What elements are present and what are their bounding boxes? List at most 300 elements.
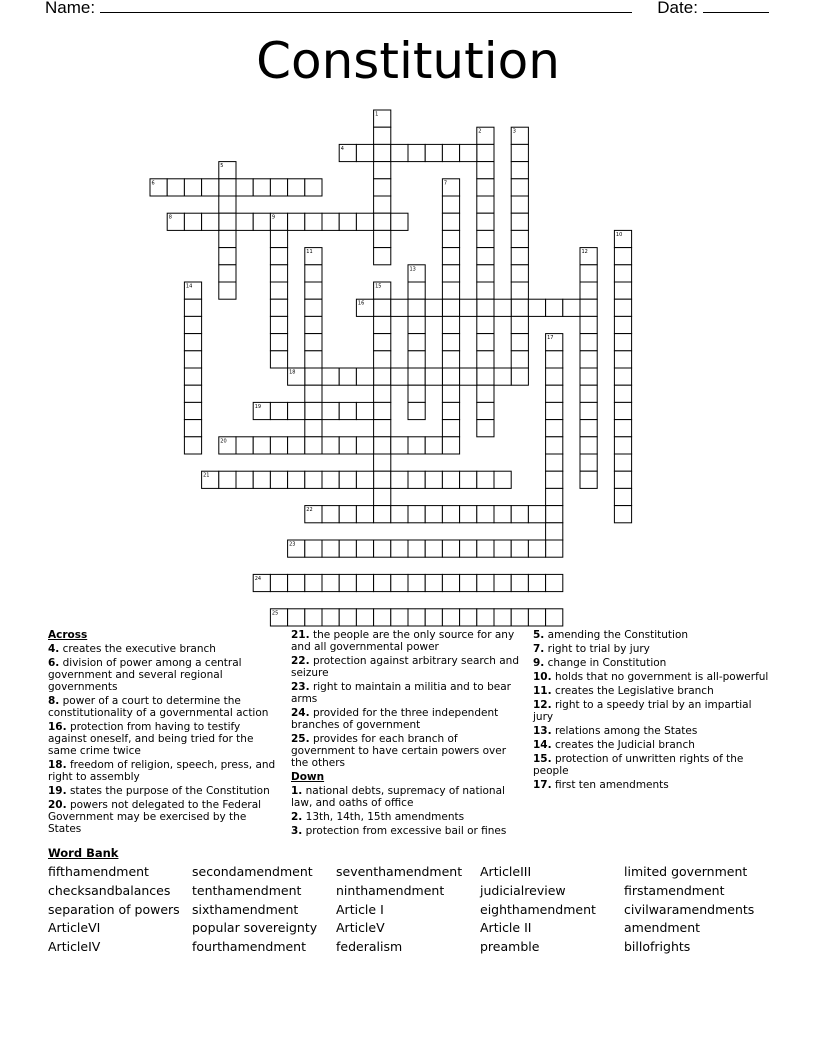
- grid-cell[interactable]: [477, 265, 494, 282]
- grid-cell[interactable]: [374, 196, 391, 213]
- grid-cell[interactable]: [528, 609, 545, 626]
- grid-cell[interactable]: [425, 144, 442, 161]
- grid-cell[interactable]: [270, 437, 287, 454]
- grid-cell[interactable]: [580, 420, 597, 437]
- grid-cell[interactable]: [477, 471, 494, 488]
- grid-cell[interactable]: [408, 144, 425, 161]
- grid-cell[interactable]: [580, 437, 597, 454]
- grid-cell[interactable]: [374, 420, 391, 437]
- grid-cell[interactable]: [374, 609, 391, 626]
- grid-cell[interactable]: [322, 540, 339, 557]
- grid-cell[interactable]: [546, 351, 563, 368]
- grid-cell[interactable]: [305, 574, 322, 591]
- grid-cell[interactable]: [305, 334, 322, 351]
- grid-cell[interactable]: [270, 248, 287, 265]
- grid-cell[interactable]: [391, 213, 408, 230]
- clue-item: 9. change in Constitution: [533, 657, 667, 669]
- grid-cell[interactable]: [580, 368, 597, 385]
- grid-cell[interactable]: [442, 609, 459, 626]
- grid-cell[interactable]: [356, 437, 373, 454]
- grid-cell[interactable]: [305, 437, 322, 454]
- grid-cell[interactable]: [511, 282, 528, 299]
- grid-cell[interactable]: [442, 402, 459, 419]
- grid-cell[interactable]: [477, 144, 494, 161]
- grid-cell[interactable]: [546, 609, 563, 626]
- grid-cell[interactable]: [546, 402, 563, 419]
- grid-cell[interactable]: [477, 420, 494, 437]
- grid-cell[interactable]: [528, 574, 545, 591]
- grid-cell[interactable]: [339, 574, 356, 591]
- grid-cell[interactable]: [511, 540, 528, 557]
- grid-cell[interactable]: [442, 437, 459, 454]
- grid-cell[interactable]: [546, 368, 563, 385]
- grid-cell[interactable]: [374, 454, 391, 471]
- word-bank-item: judicialreview: [480, 882, 566, 898]
- grid-cell[interactable]: [511, 179, 528, 196]
- grid-cell[interactable]: [494, 540, 511, 557]
- grid-cell[interactable]: [374, 248, 391, 265]
- grid-cell[interactable]: [374, 299, 391, 316]
- grid-cell[interactable]: [614, 488, 631, 505]
- grid-cell[interactable]: [477, 402, 494, 419]
- grid-cell[interactable]: [511, 299, 528, 316]
- grid-cell[interactable]: [511, 248, 528, 265]
- grid-cell[interactable]: [305, 213, 322, 230]
- grid-cell[interactable]: [442, 385, 459, 402]
- grid-cell[interactable]: [511, 316, 528, 333]
- grid-cell[interactable]: [356, 609, 373, 626]
- grid-cell[interactable]: [546, 454, 563, 471]
- grid-cell[interactable]: [614, 368, 631, 385]
- grid-cell[interactable]: [374, 488, 391, 505]
- grid-cell[interactable]: [425, 471, 442, 488]
- grid-cell[interactable]: [356, 402, 373, 419]
- grid-cell[interactable]: [374, 162, 391, 179]
- grid-cell[interactable]: [305, 368, 322, 385]
- grid-cell[interactable]: [477, 196, 494, 213]
- grid-cell[interactable]: [511, 609, 528, 626]
- grid-cell[interactable]: [614, 282, 631, 299]
- grid-cell[interactable]: [425, 299, 442, 316]
- grid-cell[interactable]: [442, 282, 459, 299]
- grid-cell[interactable]: [219, 196, 236, 213]
- grid-cell[interactable]: [494, 471, 511, 488]
- grid-cell[interactable]: [442, 248, 459, 265]
- grid-cell[interactable]: [270, 265, 287, 282]
- grid-cell[interactable]: [305, 282, 322, 299]
- grid-cell[interactable]: [614, 299, 631, 316]
- grid-cell[interactable]: [322, 368, 339, 385]
- grid-cell[interactable]: [305, 265, 322, 282]
- grid-cell[interactable]: [494, 368, 511, 385]
- grid-cell[interactable]: [425, 368, 442, 385]
- grid-cell[interactable]: [184, 334, 201, 351]
- grid-cell[interactable]: [288, 574, 305, 591]
- grid-cell[interactable]: [460, 574, 477, 591]
- grid-cell[interactable]: [356, 471, 373, 488]
- grid-cell[interactable]: [356, 368, 373, 385]
- grid-clue-number: 25: [271, 610, 279, 617]
- grid-cell[interactable]: [374, 368, 391, 385]
- grid-cell[interactable]: [270, 316, 287, 333]
- grid-cell[interactable]: [460, 540, 477, 557]
- grid-cell[interactable]: [408, 282, 425, 299]
- grid-cell[interactable]: [511, 574, 528, 591]
- grid-cell[interactable]: [580, 334, 597, 351]
- grid-cell[interactable]: [374, 402, 391, 419]
- grid-cell[interactable]: [442, 265, 459, 282]
- grid-cell[interactable]: [460, 299, 477, 316]
- grid-cell[interactable]: [442, 334, 459, 351]
- grid-cell[interactable]: [339, 609, 356, 626]
- grid-cell[interactable]: [460, 609, 477, 626]
- grid-cell[interactable]: [511, 213, 528, 230]
- grid-cell[interactable]: [270, 402, 287, 419]
- grid-cell[interactable]: [356, 574, 373, 591]
- grid-cell[interactable]: [442, 213, 459, 230]
- grid-cell[interactable]: [253, 437, 270, 454]
- grid-cell[interactable]: [528, 299, 545, 316]
- grid-cell[interactable]: [511, 334, 528, 351]
- grid-cell[interactable]: [305, 402, 322, 419]
- grid-cell[interactable]: [511, 351, 528, 368]
- grid-cell[interactable]: [305, 540, 322, 557]
- grid-cell[interactable]: [511, 265, 528, 282]
- grid-cell[interactable]: [202, 213, 219, 230]
- grid-cell[interactable]: [270, 471, 287, 488]
- grid-cell[interactable]: [305, 609, 322, 626]
- grid-cell[interactable]: [339, 402, 356, 419]
- grid-clue-number: 13: [409, 266, 416, 273]
- grid-cell[interactable]: [546, 574, 563, 591]
- grid-cell[interactable]: [614, 316, 631, 333]
- grid-cell[interactable]: [546, 471, 563, 488]
- grid-cell[interactable]: [305, 299, 322, 316]
- grid-cell[interactable]: [184, 368, 201, 385]
- grid-cell[interactable]: [305, 179, 322, 196]
- grid-cell[interactable]: [614, 248, 631, 265]
- grid-cell[interactable]: [374, 540, 391, 557]
- grid-cell[interactable]: [270, 179, 287, 196]
- name-label: Name:: [45, 0, 96, 17]
- grid-cell[interactable]: [442, 368, 459, 385]
- grid-cell[interactable]: [580, 454, 597, 471]
- grid-cell[interactable]: [391, 144, 408, 161]
- grid-cell[interactable]: [184, 420, 201, 437]
- grid-clue-number: 4: [340, 145, 344, 152]
- grid-cell[interactable]: [477, 248, 494, 265]
- grid-cell[interactable]: [477, 351, 494, 368]
- grid-cell[interactable]: [546, 488, 563, 505]
- grid-cell[interactable]: [546, 523, 563, 540]
- word-bank-item: Article I: [336, 901, 384, 917]
- grid-cell[interactable]: [322, 471, 339, 488]
- grid-cell[interactable]: [546, 299, 563, 316]
- grid-cell[interactable]: [477, 574, 494, 591]
- grid-cell[interactable]: [460, 506, 477, 523]
- grid-cell[interactable]: [511, 196, 528, 213]
- grid-cell[interactable]: [339, 368, 356, 385]
- grid-cell[interactable]: [253, 179, 270, 196]
- grid-cell[interactable]: [322, 402, 339, 419]
- grid-cell[interactable]: [408, 299, 425, 316]
- grid-cell[interactable]: [477, 282, 494, 299]
- grid-cell[interactable]: [614, 385, 631, 402]
- grid-cell[interactable]: [184, 179, 201, 196]
- grid-cell[interactable]: [425, 506, 442, 523]
- grid-cell[interactable]: [460, 471, 477, 488]
- grid-cell[interactable]: [184, 385, 201, 402]
- grid-cell[interactable]: [408, 316, 425, 333]
- grid-cell[interactable]: [442, 351, 459, 368]
- grid-clue-number: 5: [220, 163, 224, 170]
- grid-cell[interactable]: [356, 213, 373, 230]
- grid-cell[interactable]: [322, 213, 339, 230]
- grid-cell[interactable]: [339, 540, 356, 557]
- grid-cell[interactable]: [477, 162, 494, 179]
- grid-cell[interactable]: [305, 316, 322, 333]
- grid-cell[interactable]: [614, 420, 631, 437]
- grid-cell[interactable]: [408, 402, 425, 419]
- grid-cell[interactable]: [391, 506, 408, 523]
- grid-cell[interactable]: [374, 127, 391, 144]
- grid-cell[interactable]: [580, 316, 597, 333]
- grid-cell[interactable]: [442, 574, 459, 591]
- grid-cell[interactable]: [339, 213, 356, 230]
- grid-cell[interactable]: [477, 179, 494, 196]
- grid-cell[interactable]: [374, 471, 391, 488]
- grid-cell[interactable]: [236, 213, 253, 230]
- grid-cell[interactable]: [253, 213, 270, 230]
- grid-cell[interactable]: [408, 471, 425, 488]
- grid-cell[interactable]: [614, 454, 631, 471]
- grid-cell[interactable]: [408, 385, 425, 402]
- grid-cell[interactable]: [219, 282, 236, 299]
- grid-cell[interactable]: [219, 213, 236, 230]
- grid-cell[interactable]: [356, 540, 373, 557]
- grid-cell[interactable]: [477, 230, 494, 247]
- grid-cell[interactable]: [580, 265, 597, 282]
- grid-cell[interactable]: [305, 471, 322, 488]
- grid-cell[interactable]: [528, 540, 545, 557]
- grid-cell[interactable]: [477, 540, 494, 557]
- word-bank-item: eighthamendment: [480, 901, 596, 917]
- grid-cell[interactable]: [322, 506, 339, 523]
- grid-cell[interactable]: [580, 385, 597, 402]
- grid-cell[interactable]: [391, 609, 408, 626]
- grid-cell[interactable]: [236, 179, 253, 196]
- grid-cell[interactable]: [374, 351, 391, 368]
- grid-cell[interactable]: [184, 402, 201, 419]
- grid-cell[interactable]: [425, 609, 442, 626]
- grid-cell[interactable]: [167, 179, 184, 196]
- grid-cell[interactable]: [356, 144, 373, 161]
- grid-cell[interactable]: [288, 471, 305, 488]
- grid-cell[interactable]: [442, 506, 459, 523]
- grid-cell[interactable]: [184, 316, 201, 333]
- grid-cell[interactable]: [442, 420, 459, 437]
- grid-cell[interactable]: [219, 471, 236, 488]
- grid-cell[interactable]: [305, 351, 322, 368]
- grid-cell[interactable]: [614, 506, 631, 523]
- grid-cell[interactable]: [391, 471, 408, 488]
- grid-cell[interactable]: [477, 334, 494, 351]
- grid-cell[interactable]: [442, 144, 459, 161]
- grid-cell[interactable]: [322, 437, 339, 454]
- grid-cell[interactable]: [374, 179, 391, 196]
- grid-cell[interactable]: [270, 230, 287, 247]
- grid-cell[interactable]: [460, 144, 477, 161]
- grid-cell[interactable]: [614, 471, 631, 488]
- grid-cell[interactable]: [408, 351, 425, 368]
- grid-cell[interactable]: [546, 437, 563, 454]
- grid-cell[interactable]: [614, 265, 631, 282]
- grid-cell[interactable]: [374, 334, 391, 351]
- grid-cell[interactable]: [460, 368, 477, 385]
- clue-item: 5. amending the Constitution: [533, 629, 689, 641]
- grid-cell[interactable]: [270, 299, 287, 316]
- grid-cell[interactable]: [339, 437, 356, 454]
- grid-cell[interactable]: [442, 230, 459, 247]
- grid-cell[interactable]: [511, 368, 528, 385]
- grid-cell[interactable]: [580, 351, 597, 368]
- grid-cell[interactable]: [442, 471, 459, 488]
- grid-cell[interactable]: [219, 248, 236, 265]
- grid-cell[interactable]: [374, 213, 391, 230]
- grid-cell[interactable]: [184, 437, 201, 454]
- grid-cell[interactable]: [614, 437, 631, 454]
- grid-cell[interactable]: [391, 299, 408, 316]
- grid-cell[interactable]: [391, 540, 408, 557]
- grid-cell[interactable]: [236, 437, 253, 454]
- grid-cell[interactable]: [219, 265, 236, 282]
- grid-cell[interactable]: [288, 437, 305, 454]
- grid-cell[interactable]: [494, 506, 511, 523]
- grid-cell[interactable]: [511, 144, 528, 161]
- page-title: Constitution: [256, 32, 560, 90]
- grid-cell[interactable]: [580, 471, 597, 488]
- grid-cell[interactable]: [374, 316, 391, 333]
- grid-cell[interactable]: [442, 540, 459, 557]
- grid-cell[interactable]: [374, 144, 391, 161]
- grid-cell[interactable]: [408, 506, 425, 523]
- grid-cell[interactable]: [425, 574, 442, 591]
- grid-cell[interactable]: [425, 437, 442, 454]
- grid-cell[interactable]: [477, 506, 494, 523]
- grid-clue-number: 16: [357, 300, 365, 307]
- grid-cell[interactable]: [219, 230, 236, 247]
- grid-cell[interactable]: [477, 299, 494, 316]
- grid-cell[interactable]: [580, 282, 597, 299]
- grid-cell[interactable]: [408, 609, 425, 626]
- grid-cell[interactable]: [477, 213, 494, 230]
- grid-cell[interactable]: [253, 471, 270, 488]
- clues-column-2: [291, 629, 523, 839]
- grid-cell[interactable]: [614, 351, 631, 368]
- grid-cell[interactable]: [511, 162, 528, 179]
- grid-cell[interactable]: [391, 574, 408, 591]
- grid-cell[interactable]: [494, 609, 511, 626]
- grid-cell[interactable]: [288, 213, 305, 230]
- grid-clue-number: 9: [271, 214, 276, 221]
- grid-cell[interactable]: [374, 385, 391, 402]
- grid-cell[interactable]: [184, 351, 201, 368]
- grid-cell[interactable]: [563, 299, 580, 316]
- grid-cell[interactable]: [391, 437, 408, 454]
- word-bank-item: limited government: [624, 864, 748, 879]
- grid-cell[interactable]: [288, 179, 305, 196]
- grid-cell[interactable]: [305, 385, 322, 402]
- grid-cell[interactable]: [374, 437, 391, 454]
- grid-cell[interactable]: [322, 609, 339, 626]
- grid-cell[interactable]: [477, 385, 494, 402]
- grid-cell[interactable]: [546, 506, 563, 523]
- grid-cell[interactable]: [614, 402, 631, 419]
- grid-cell[interactable]: [408, 334, 425, 351]
- grid-cell[interactable]: [322, 574, 339, 591]
- grid-cell[interactable]: [374, 574, 391, 591]
- grid-clue-number: 24: [254, 575, 262, 582]
- grid-cell[interactable]: [580, 299, 597, 316]
- grid-cell[interactable]: [477, 316, 494, 333]
- grid-cell[interactable]: [477, 368, 494, 385]
- grid-cell[interactable]: [477, 609, 494, 626]
- grid-cell[interactable]: [374, 506, 391, 523]
- grid-cell[interactable]: [408, 368, 425, 385]
- grid-cell[interactable]: [288, 402, 305, 419]
- grid-cell[interactable]: [494, 574, 511, 591]
- grid-cell[interactable]: [442, 299, 459, 316]
- grid-cell[interactable]: [339, 506, 356, 523]
- grid-cell[interactable]: [305, 420, 322, 437]
- grid-cell[interactable]: [270, 282, 287, 299]
- grid-cell[interactable]: [614, 334, 631, 351]
- grid-cell[interactable]: [546, 385, 563, 402]
- word-bank-item: ArticleIV: [48, 939, 101, 955]
- grid-cell[interactable]: [408, 574, 425, 591]
- grid-cell[interactable]: [546, 420, 563, 437]
- grid-cell[interactable]: [270, 574, 287, 591]
- grid-cell[interactable]: [339, 471, 356, 488]
- grid-cell[interactable]: [184, 299, 201, 316]
- grid-cell[interactable]: [270, 351, 287, 368]
- grid-clue-number: 23: [289, 541, 296, 548]
- grid-cell[interactable]: [425, 540, 442, 557]
- grid-cell[interactable]: [408, 437, 425, 454]
- grid-cell[interactable]: [391, 368, 408, 385]
- grid-cell[interactable]: [442, 196, 459, 213]
- grid-cell[interactable]: [202, 179, 219, 196]
- grid-clue-number: 17: [547, 335, 554, 342]
- word-bank-item: federalism: [336, 939, 403, 955]
- grid-cell[interactable]: [442, 316, 459, 333]
- grid-cell[interactable]: [546, 540, 563, 557]
- grid-cell[interactable]: [356, 506, 373, 523]
- grid-cell[interactable]: [511, 230, 528, 247]
- grid-cell[interactable]: [288, 609, 305, 626]
- grid-cell[interactable]: [184, 213, 201, 230]
- grid-clue-number: 14: [185, 283, 193, 290]
- grid-cell[interactable]: [494, 299, 511, 316]
- grid-cell[interactable]: [408, 540, 425, 557]
- grid-cell[interactable]: [236, 471, 253, 488]
- grid-cell[interactable]: [219, 179, 236, 196]
- grid-cell[interactable]: [270, 334, 287, 351]
- grid-cell[interactable]: [580, 402, 597, 419]
- grid-cell[interactable]: [528, 506, 545, 523]
- grid-cell[interactable]: [511, 506, 528, 523]
- grid-cell[interactable]: [374, 230, 391, 247]
